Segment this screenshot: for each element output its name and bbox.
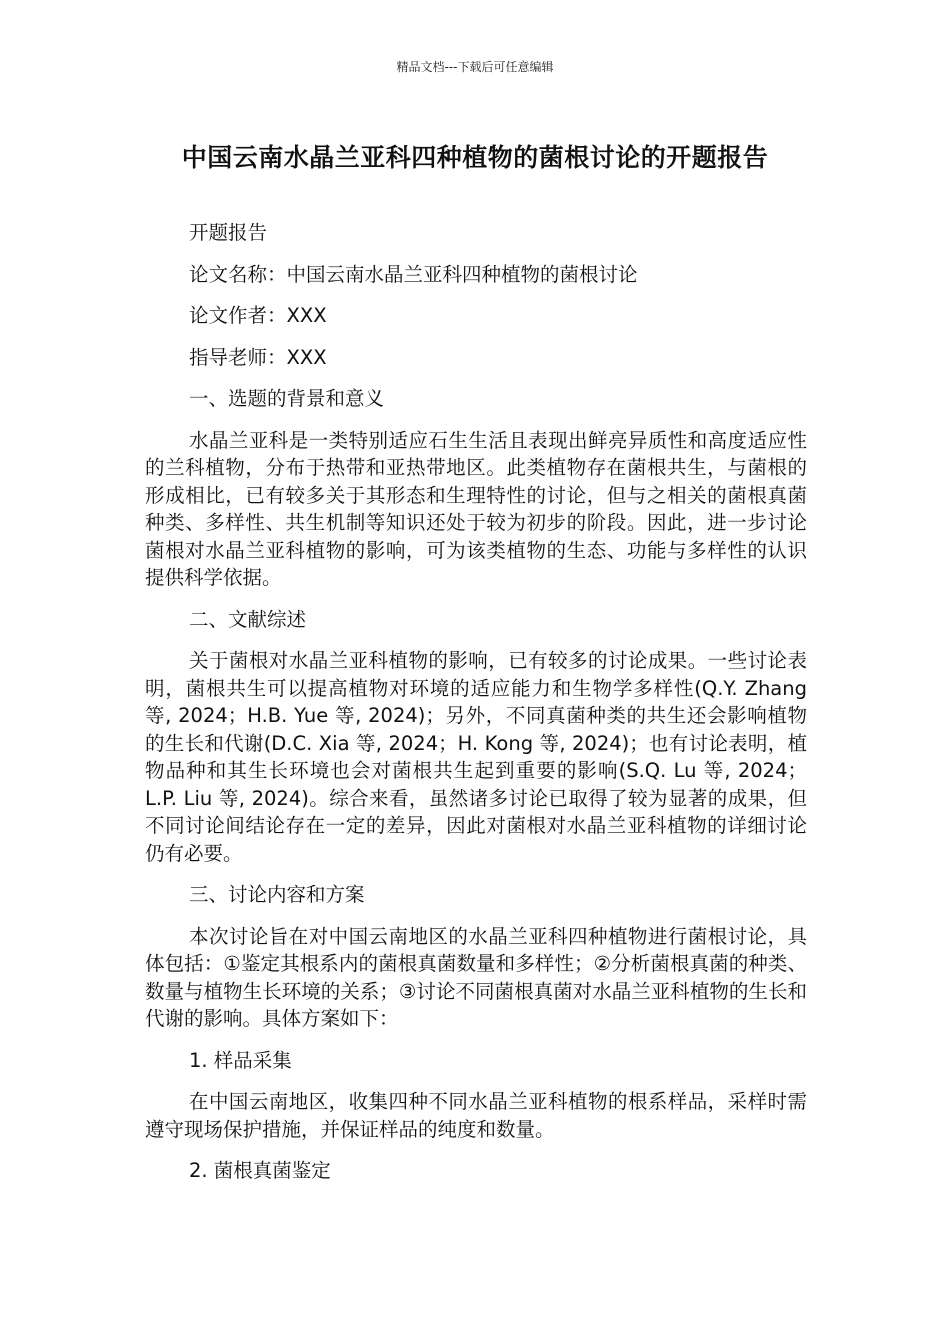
section-heading-literature: 二、文献综述 [189, 607, 307, 631]
section-body-plan: 本次讨论旨在对中国云南地区的水晶兰亚科四种植物进行菌根讨论，具体包括：①鉴定其根系内的菌根真菌数量和多样性；②分析菌根真菌的种类、数量与植物生长环境的关系；③讨论不同菌根真菌对水晶兰亚科植物的生长和代谢的影响。具体方案如下： [145, 924, 807, 1030]
section-body-background: 水晶兰亚科是一类特别适应石生生活且表现出鲜亮异质性和高度适应性的兰科植物，分布于热带和亚热带地区。此类植物存在菌根共生，与菌根的形成相比，已有较多关于其形态和生理特性的讨论，但与之相关的菌根真菌种类、多样性、共生机制等知识还处于较为初步的阶段。因此，进一步讨论菌根对水晶兰亚科植物的影响，可为该类植物的生态、功能与多样性的认识提供科学依据。 [145, 428, 807, 589]
thesis-author: 论文作者：XXX [189, 304, 327, 327]
thesis-advisor: 指导老师：XXX [189, 345, 327, 369]
subsection-heading-sampling: 1. 样品采集 [189, 1048, 292, 1072]
document-title: 中国云南水晶兰亚科四种植物的菌根讨论的开题报告 [181, 143, 769, 172]
thesis-name: 论文名称：中国云南水晶兰亚科四种植物的菌根讨论 [189, 262, 638, 286]
section-heading-background: 一、选题的背景和意义 [189, 387, 385, 410]
report-label: 开题报告 [189, 221, 268, 244]
document-body [145, 212, 807, 1192]
subsection-body-sampling: 在中国云南地区，收集四种不同水晶兰亚科植物的根系样品，采样时需遵守现场保护措施，并保证样品的纯度和数量。 [145, 1090, 807, 1141]
section-heading-plan: 三、讨论内容和方案 [189, 883, 365, 906]
subsection-heading-identification: 2. 菌根真菌鉴定 [189, 1159, 331, 1182]
header-note: 精品文档---下载后可任意编辑 [396, 60, 554, 74]
section-body-literature: 关于菌根对水晶兰亚科植物的影响，已有较多的讨论成果。一些讨论表明，菌根共生可以提高植物对环境的适应能力和生物学多样性(Q.Y. Zhang 等, 2024；H.B. Yue 等, 2024)；另外，不同真菌种类的共生还会影响植物的生长和代谢(D.C. Xia 等, 2024；H. Kong 等, 2024)；也有讨论表明，植物品种和其生长环境也会对菌根共生起到重要的影响(S.Q. Lu 等, 2024；L.P. Liu 等, 2024)。综合来看，虽然诸多讨论已取得了较为显著的成果，但不同讨论间结论存在一定的差异，因此对菌根对水晶兰亚科植物的详细讨论仍有必要。 [145, 649, 807, 865]
